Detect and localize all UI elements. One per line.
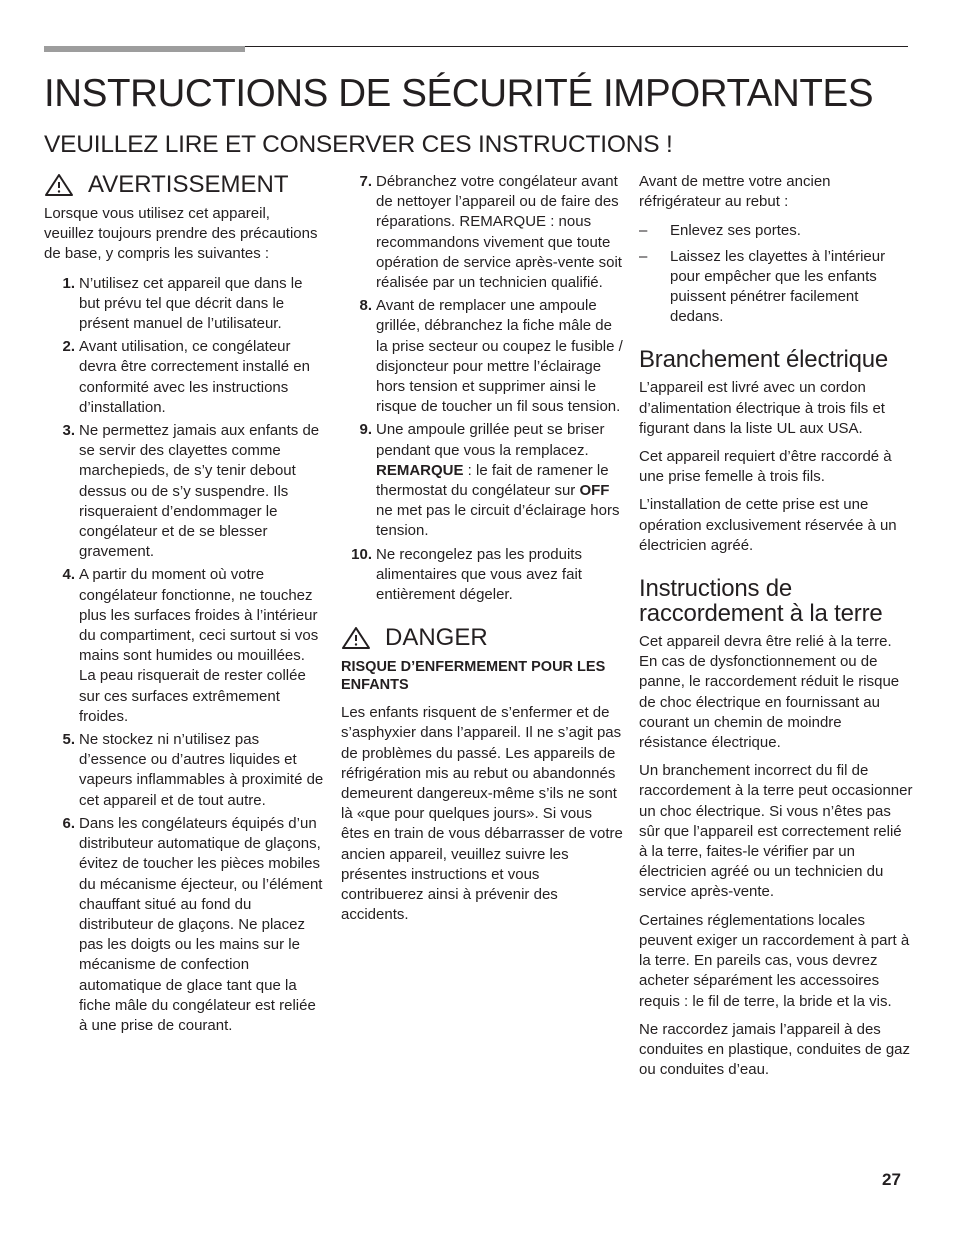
item-text: Avant de remplacer une ampoule grillée, débranchez la fiche mâle de la prise secteur ou coupez le fusible / disjoncteur pour mettre l’éclairage hors tension et supprimer ainsi le risque de toucher un fil sous tension. <box>376 297 623 416</box>
list-item <box>341 420 623 541</box>
grounding-heading: Instructions de raccordement à la terre <box>639 575 883 628</box>
list-item <box>341 296 623 417</box>
item-number: 1. <box>62 274 75 292</box>
off-label: OFF <box>579 482 610 500</box>
list-item <box>44 565 324 727</box>
warning-intro: Lorsque vous utilisez cet appareil, veuillez toujours prendre des précautions de base, y compris les suivantes : <box>44 205 318 263</box>
page-subtitle: VEUILLEZ LIRE ET CONSERVER CES INSTRUCTIONS ! <box>44 131 673 158</box>
warning-triangle-icon <box>341 626 371 650</box>
electrical-paragraph: Cet appareil requiert d’être raccordé à une prise femelle à trois fils. <box>639 448 892 486</box>
warning-list-continued <box>341 172 623 605</box>
dash-mark: – <box>639 222 648 240</box>
list-item <box>341 545 623 606</box>
grounding-paragraph: Certaines réglementations locales peuvent exiger un raccordement à part à la terre. En pareils cas, vous devrez acheter séparément les accessoires requis : le fil de terre, la bride et la vis. <box>639 911 910 1010</box>
electrical-paragraph: L’appareil est livré avec un cordon d’alimentation électrique à trois fils et figurant dans la liste UL aux USA. <box>639 379 885 437</box>
column-left <box>44 170 324 1039</box>
list-item <box>639 221 914 241</box>
item9-text-a: Une ampoule grillée peut se briser pendant que vous la remplacez. <box>376 421 605 459</box>
page-title: INSTRUCTIONS DE SÉCURITÉ IMPORTANTES <box>44 72 874 115</box>
item-number: 2. <box>62 338 75 356</box>
warning-heading-text: AVERTISSEMENT <box>88 171 289 198</box>
remarque-label: REMARQUE <box>376 461 464 479</box>
list-item <box>44 421 324 562</box>
list-item <box>44 730 324 811</box>
item-text: Ne stockez ni n’utilisez pas d’essence ou d’autres liquides et vapeurs inflammables à proximité de cet appareil et de tout autre. <box>79 731 324 809</box>
item-number: 3. <box>62 422 75 440</box>
danger-body: Les enfants risquent de s’enfermer et de s’asphyxier dans l’appareil. Il ne s’agit pas de problèmes du passé. Les appareils de réfrigération mis au rebut ou abandonnés demeurent dangereux-même s’ils ne sont là «que pour quelques jours». Si vous êtes en train de vous débarrasser de votre ancien appareil, veuillez suivre les présentes instructions et vous contribuerez ainsi à prévenir des accidents. <box>341 704 623 924</box>
item9-text-b: : le fait de ramener le thermostat du congélateur sur <box>376 461 609 500</box>
item-text: Débranchez votre congélateur avant de nettoyer l’appareil ou de faire des réparations. REMARQUE : nous recommandons vivement que toute opération de service après-vente soit réalisée par un technicien qualifié. <box>376 173 622 292</box>
item-number: 8. <box>359 297 372 315</box>
dash-mark: – <box>639 247 648 265</box>
column-middle <box>341 172 623 926</box>
page-number: 27 <box>882 1170 901 1189</box>
list-item <box>341 172 623 293</box>
item9-text-c: ne met pas le circuit d’éclairage hors tension. <box>376 502 620 540</box>
item-number: 9. <box>359 421 372 439</box>
disposal-intro: Avant de mettre votre ancien réfrigérateur au rebut : <box>639 173 831 211</box>
warning-heading <box>44 170 324 200</box>
list-item <box>44 337 324 418</box>
danger-heading <box>341 623 623 653</box>
item-text: Ne recongelez pas les produits alimentaires que vous avez fait entièrement dégeler. <box>376 545 582 604</box>
list-item <box>44 274 324 335</box>
list-item <box>639 247 914 328</box>
danger-heading-text: DANGER <box>385 624 488 652</box>
electrical-paragraph: L’installation de cette prise est une opération exclusivement réservée à un électricien agréé. <box>639 496 897 554</box>
item-text: N’utilisez cet appareil que dans le but prévu tel que décrit dans le présent manuel de l’utilisateur. <box>79 274 303 333</box>
disposal-list <box>639 221 914 327</box>
electrical-heading: Branchement électrique <box>639 346 889 374</box>
warning-list <box>44 274 324 1037</box>
item-text: Enlevez ses portes. <box>670 222 801 240</box>
item-number: 6. <box>62 814 75 832</box>
item-number: 10. <box>351 545 372 563</box>
warning-triangle-icon <box>44 173 74 197</box>
danger-subheading: RISQUE D’ENFERMEMENT POUR LES ENFANTS <box>341 659 606 693</box>
grounding-paragraph: Ne raccordez jamais l’appareil à des conduites en plastique, conduites de gaz ou conduites d’eau. <box>639 1020 911 1079</box>
item-text: A partir du moment où votre congélateur fonctionne, ne touchez plus les surfaces froides à l’intérieur du compartiment, ceci surtout si vos mains sont humides ou mouillées. La peau risquerait de rester collée sur ces surfaces extrêmement froides. <box>79 566 319 725</box>
item-text <box>376 420 623 541</box>
grounding-paragraph: Cet appareil devra être relié à la terre. En cas de dysfonctionnement ou de panne, le raccordement réduit le risque de choc électrique en fournissant au courant un chemin de moindre résistance électrique. <box>639 633 900 752</box>
item-text: Ne permettez jamais aux enfants de se servir des clayettes comme marchepieds, de s’y tenir debout dessus ou de s’y suspendre. Ils risqueraient d’endommager le congélateur et de se blesser gravement. <box>79 422 320 561</box>
item-text: Dans les congélateurs équipés d’un distributeur automatique de glaçons, évitez de toucher les pièces mobiles du mécanisme éjecteur, ou l’élément chauffant situé au fond du distributeur de glaçons. Ne placez pas les doigts ou les mains sur le mécanisme de confection automatique de glace tant que la fiche mâle du congélateur est reliée à une prise de courant. <box>79 814 323 1034</box>
header-accent-bar <box>44 46 245 52</box>
item-number: 5. <box>62 731 75 749</box>
item-text: Laissez les clayettes à l’intérieur pour empêcher que les enfants puissent pénétrer facilement dedans. <box>670 247 886 326</box>
grounding-paragraph: Un branchement incorrect du fil de raccordement à la terre peut occasionner un choc électrique. Si vous n’êtes pas sûr que l’appareil est correctement relié à la terre, faites-le vérifier par un électricien agréé ou un technicien du service après-vente. <box>639 762 913 901</box>
item-text: Avant utilisation, ce congélateur devra être correctement installé en conformité avec les instructions d’installation. <box>79 338 310 416</box>
item-number: 7. <box>359 173 372 190</box>
column-right <box>639 172 914 1088</box>
item-number: 4. <box>62 566 75 584</box>
list-item <box>44 814 324 1036</box>
